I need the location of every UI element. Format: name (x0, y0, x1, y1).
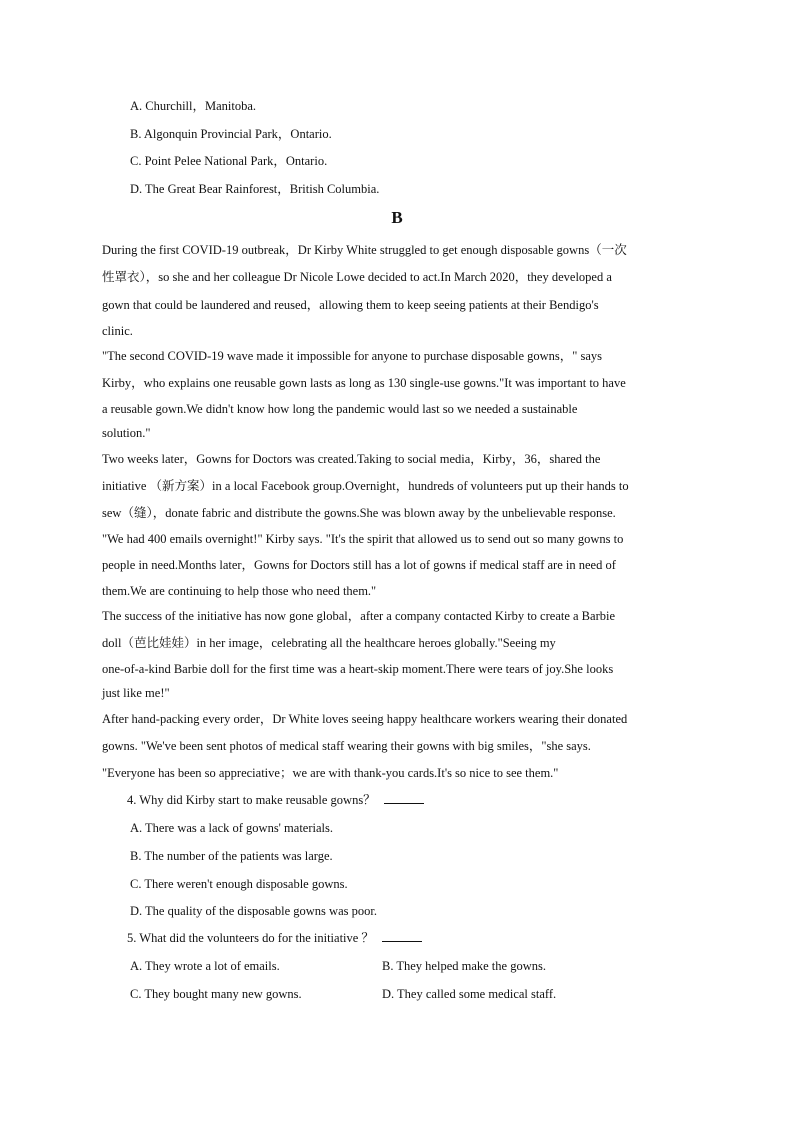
question-5-text: 5. What did the volunteers do for the initiative ？ (127, 931, 374, 945)
passage-line: them.We are continuing to help those who need them." (102, 584, 377, 598)
passage-line: initiative （新方案）in a local Facebook group.Overnight，hundreds of volunteers put up their hands to (102, 479, 629, 493)
prev-option-c: C. Point Pelee National Park，Ontario. (130, 154, 328, 168)
prev-option-d: D. The Great Bear Rainforest，British Columbia. (130, 182, 380, 196)
passage-line: 性罩衣），so she and her colleague Dr Nicole Lowe decided to act.In March 2020，they developed a (102, 270, 612, 284)
answer-blank[interactable] (382, 931, 422, 942)
passage-line: During the first COVID-19 outbreak，Dr Kirby White struggled to get enough disposable gowns（一次 (102, 243, 627, 257)
q5-option-b: B. They helped make the gowns. (382, 959, 546, 973)
passage-line: "We had 400 emails overnight!" Kirby says. "It's the spirit that allowed us to send out so many gowns to (102, 532, 624, 546)
passage-line: gowns. "We've been sent photos of medical staff wearing their gowns with big smiles，"she says. (102, 739, 591, 753)
passage-line: clinic. (102, 324, 133, 338)
q4-option-d: D. The quality of the disposable gowns was poor. (130, 904, 377, 918)
passage-line: The success of the initiative has now gone global，after a company contacted Kirby to create a Barbie (102, 609, 616, 623)
answer-blank[interactable] (384, 793, 424, 804)
passage-line: solution." (102, 426, 151, 440)
q5-option-d: D. They called some medical staff. (382, 987, 557, 1001)
passage-line: just like me!" (102, 686, 170, 700)
prev-option-a: A. Churchill，Manitoba. (130, 99, 257, 113)
passage-line: "Everyone has been so appreciative；we are with thank-you cards.It's so nice to see them." (102, 766, 559, 780)
q4-option-c: C. There weren't enough disposable gowns. (130, 877, 348, 891)
section-title: B (391, 208, 403, 227)
q4-option-a: A. There was a lack of gowns' materials. (130, 821, 333, 835)
passage-line: people in need.Months later，Gowns for Doctors still has a lot of gowns if medical staff are in need of (102, 558, 616, 572)
question-5-stem (127, 930, 422, 946)
question-4-stem (127, 792, 424, 808)
q4-option-b: B. The number of the patients was large. (130, 849, 333, 863)
passage-line: a reusable gown.We didn't know how long the pandemic would last so we needed a sustainable (102, 402, 578, 416)
passage-line: After hand-packing every order，Dr White loves seeing happy healthcare workers wearing their donated (102, 712, 628, 726)
passage-line: sew（缝），donate fabric and distribute the gowns.She was blown away by the unbelievable response. (102, 506, 616, 520)
passage-line: Kirby，who explains one reusable gown lasts as long as 130 single-use gowns."It was important to have (102, 376, 626, 390)
passage-line: Two weeks later，Gowns for Doctors was created.Taking to social media，Kirby，36，shared the (102, 452, 601, 466)
q5-option-c: C. They bought many new gowns. (130, 987, 302, 1001)
q5-option-a: A. They wrote a lot of emails. (130, 959, 280, 973)
passage-line: "The second COVID-19 wave made it impossible for anyone to purchase disposable gowns，" says (102, 349, 603, 363)
question-4-text: 4. Why did Kirby start to make reusable gowns？ (127, 793, 376, 807)
passage-line: doll（芭比娃娃）in her image，celebrating all the healthcare heroes globally."Seeing my (102, 636, 556, 650)
passage-line: one-of-a-kind Barbie doll for the first time was a heart-skip moment.There were tears of joy.She looks (102, 662, 614, 676)
prev-option-b: B. Algonquin Provincial Park，Ontario. (130, 127, 332, 141)
passage-line: gown that could be laundered and reused，allowing them to keep seeing patients at their Bendigo's (102, 298, 599, 312)
